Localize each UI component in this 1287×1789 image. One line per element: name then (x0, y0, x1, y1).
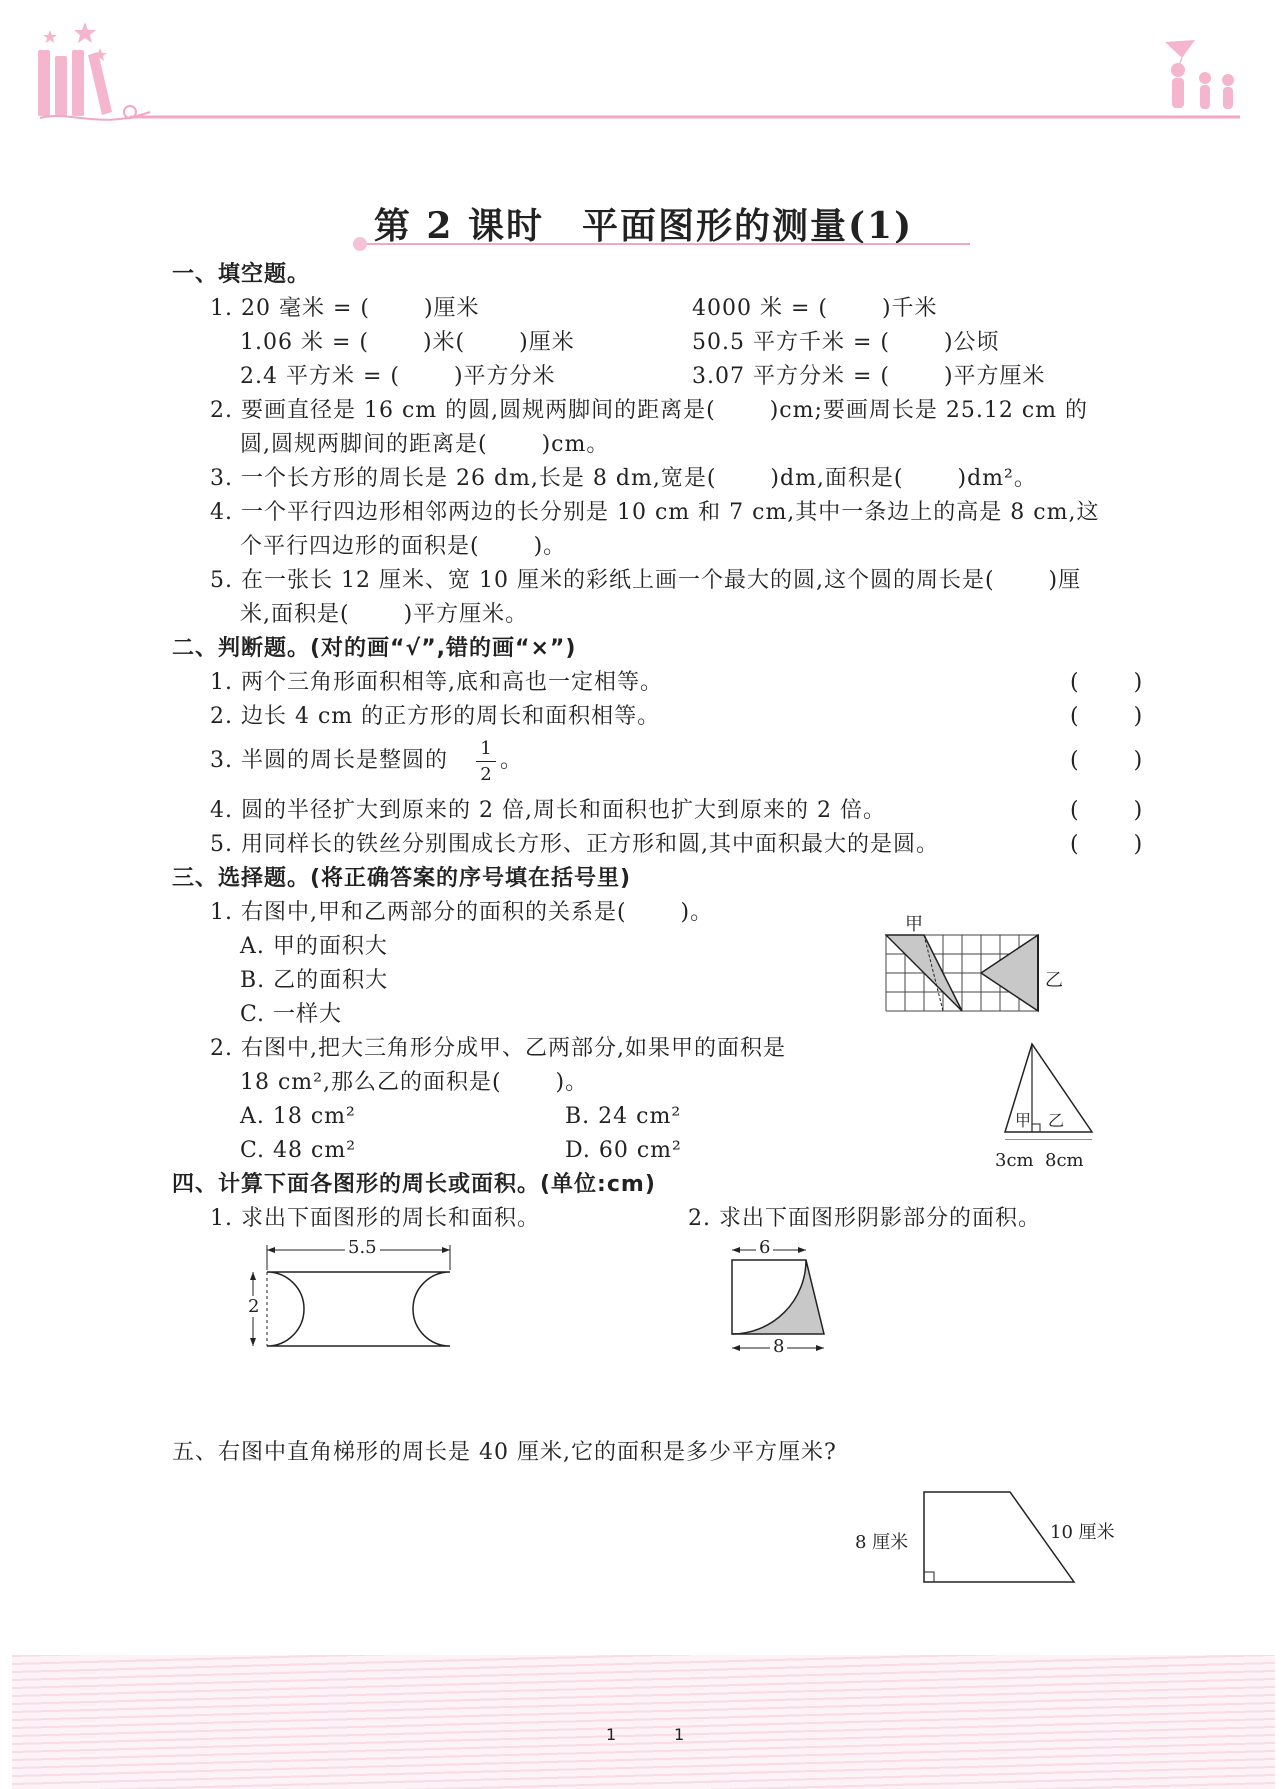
footer-band (12, 1655, 1275, 1789)
fill-q4a: 4. 一个平行四边形相邻两边的长分别是 10 cm 和 7 cm,其中一条边上的高是 8 cm,这 (210, 500, 1100, 525)
shape-yi (981, 935, 1038, 1011)
choice-q2-option: D. 60 cm² (565, 1138, 682, 1163)
fig2-bottom-label: 8 (770, 1336, 787, 1357)
section-choice-heading: 三、选择题。(将正确答案的序号填在括号里) (172, 866, 632, 891)
choice-q1: 1. 右图中,甲和乙两部分的面积的关系是( )。 (210, 900, 714, 925)
grid-figure (885, 934, 1045, 1014)
judge-answer-bracket[interactable]: ( ) (1070, 798, 1144, 823)
fill-q2a: 2. 要画直径是 16 cm 的圆,圆规两脚间的距离是( )cm;要画周长是 25.12 cm 的 (210, 398, 1089, 423)
section-calc-heading: 四、计算下面各图形的周长或面积。(单位:cm) (172, 1172, 656, 1197)
choice-q1-option: A. 甲的面积大 (240, 934, 388, 959)
fraction-denominator: 2 (480, 764, 492, 785)
fill-q4b: 个平行四边形的面积是( )。 (240, 534, 567, 559)
fig1-width-label: 5.5 (345, 1237, 380, 1258)
section-judge-heading: 二、判断题。(对的画“√”,错的画“×”) (172, 636, 577, 661)
fill-q1b: 4000 米 = ( )千米 (692, 296, 938, 321)
fill-q1a: 1. 20 毫米 = ( )厘米 (210, 296, 480, 321)
fill-q3: 3. 一个长方形的周长是 26 dm,长是 8 dm,宽是( )dm,面积是( )dm²。 (210, 466, 1037, 491)
choice-q2-option: A. 18 cm² (240, 1104, 356, 1129)
fig2-top-label: 6 (756, 1237, 773, 1258)
judge-answer-bracket[interactable]: ( ) (1070, 704, 1144, 729)
judge-answer-bracket[interactable]: ( ) (1070, 832, 1144, 857)
section-fill-heading: 一、填空题。 (172, 262, 311, 287)
section-word-heading: 五、右图中直角梯形的周长是 40 厘米,它的面积是多少平方厘米? (172, 1440, 837, 1465)
fill-q1f: 3.07 平方分米 = ( )平方厘米 (692, 364, 1046, 389)
choice-q2-option: C. 48 cm² (240, 1138, 357, 1163)
judge-item: 3. 半圆的周长是整圆的 (210, 748, 448, 773)
triangle-label-jia: 甲 (1015, 1111, 1032, 1130)
judge-answer-bracket[interactable]: ( ) (1070, 748, 1144, 773)
grid-label-yi: 乙 (1045, 970, 1063, 991)
choice-q1-option: C. 一样大 (240, 1002, 343, 1027)
children-kite-icon (1165, 40, 1234, 109)
choice-q2-option: B. 24 cm² (565, 1104, 682, 1129)
fraction-numerator: 1 (480, 738, 492, 759)
page-number-left: 1 (606, 1725, 617, 1744)
triangle-base-right: 8cm (1045, 1150, 1084, 1171)
fig1-height-label: 2 (248, 1296, 260, 1317)
fraction-tail: 。 (500, 748, 524, 773)
calc-q2: 2. 求出下面图形阴影部分的面积。 (688, 1206, 1041, 1231)
judge-item: 4. 圆的半径扩大到原来的 2 倍,周长和面积也扩大到原来的 2 倍。 (210, 798, 886, 823)
trapezoid-left-label: 8 厘米 (855, 1532, 909, 1553)
judge-item: 5. 用同样长的铁丝分别围成长方形、正方形和圆,其中面积最大的是圆。 (210, 832, 939, 857)
choice-q2b: 18 cm²,那么乙的面积是( )。 (240, 1070, 589, 1095)
trapezoid-slant-label: 10 厘米 (1050, 1522, 1115, 1543)
title-underline (340, 236, 980, 256)
fraction-bar (476, 761, 496, 762)
triangle-base-left: 3cm (995, 1150, 1034, 1171)
books-logo-icon (38, 50, 112, 116)
page-number-right: 1 (674, 1725, 685, 1744)
fill-q2b: 圆,圆规两脚间的距离是( )cm。 (240, 432, 610, 457)
header-decoration (0, 0, 1287, 140)
judge-item: 1. 两个三角形面积相等,底和高也一定相等。 (210, 670, 663, 695)
judge-item: 2. 边长 4 cm 的正方形的周长和面积相等。 (210, 704, 661, 729)
fill-q1e: 2.4 平方米 = ( )平方分米 (240, 364, 556, 389)
choice-q2a: 2. 右图中,把大三角形分成甲、乙两部分,如果甲的面积是 (210, 1036, 786, 1061)
fill-q5a: 5. 在一张长 12 厘米、宽 10 厘米的彩纸上画一个最大的圆,这个圆的周长是( )厘 (210, 568, 1082, 593)
page-title: 第 2 课时 平面图形的测量(1) (373, 205, 914, 247)
fill-q5b: 米,面积是( )平方厘米。 (240, 602, 529, 627)
choice-q1-option: B. 乙的面积大 (240, 968, 389, 993)
calc-q1: 1. 求出下面图形的周长和面积。 (210, 1206, 540, 1231)
fill-q1c: 1.06 米 = ( )米( )厘米 (240, 330, 575, 355)
fill-q1d: 50.5 平方千米 = ( )公顷 (692, 330, 1000, 355)
grid-label-jia: 甲 (905, 914, 923, 935)
triangle-label-yi: 乙 (1048, 1111, 1065, 1130)
judge-answer-bracket[interactable]: ( ) (1070, 670, 1144, 695)
